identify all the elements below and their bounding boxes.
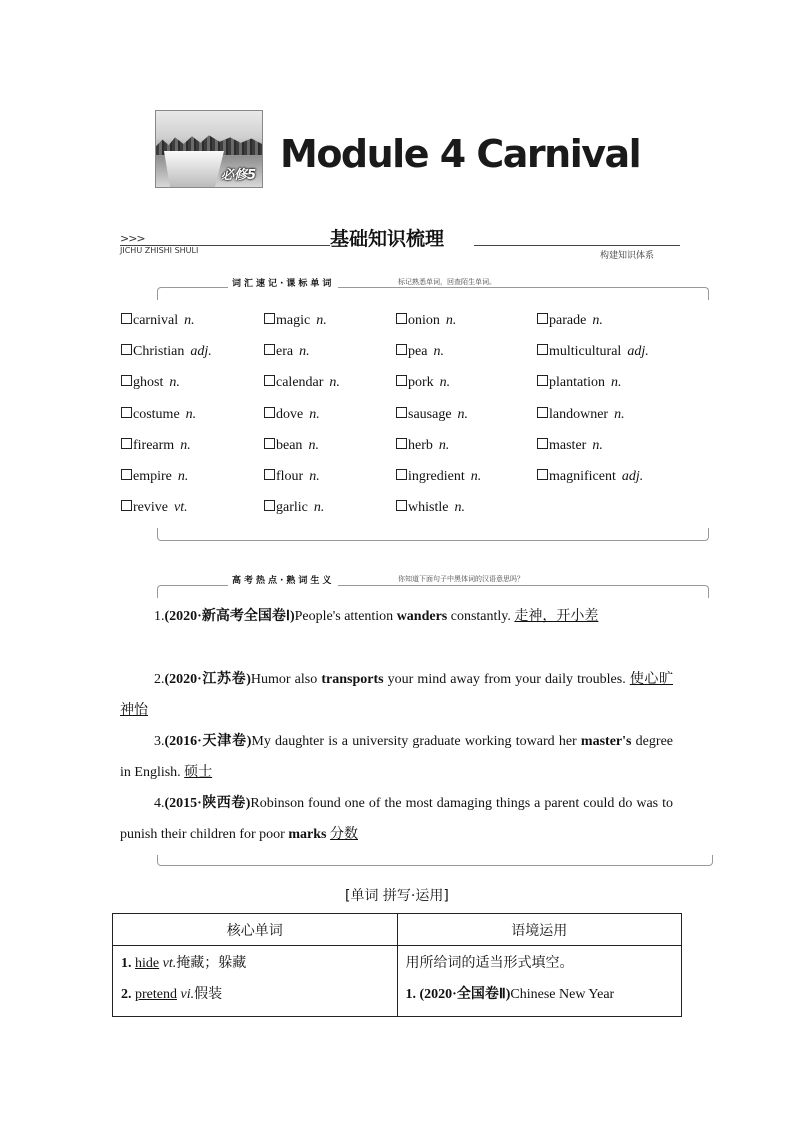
vocab-checkbox[interactable]	[396, 469, 407, 480]
vocab-word: pea	[408, 344, 428, 360]
section-title: 基础知识梳理	[330, 228, 445, 250]
vocab-word: revive	[133, 500, 168, 516]
vocab-checkbox[interactable]	[396, 407, 407, 418]
hot-box-top	[157, 585, 709, 598]
vocab-word: whistle	[408, 500, 449, 516]
vocab-word-pos: n.	[316, 313, 327, 328]
vocab-word: onion	[408, 313, 440, 328]
core-word-num: 1.	[121, 956, 132, 971]
vocab-word: bean	[276, 437, 303, 453]
vocab-word-item	[396, 407, 468, 423]
vocab-word-pos: adj.	[627, 344, 649, 360]
hot-item-post: constantly.	[447, 609, 515, 624]
vocab-word-item	[396, 344, 444, 360]
hot-box-hint: 你知道下面句子中黑体词的汉语意思吗？	[398, 575, 524, 583]
vocab-word: era	[276, 344, 294, 360]
hot-item-post: your mind away from your daily troubles.	[383, 672, 630, 687]
context-instruction: 用所给词的适当形式填空。	[405, 956, 574, 971]
hot-item-bold: wanders	[396, 609, 448, 624]
context-item-source: (2020·全国卷Ⅱ)	[419, 987, 511, 1002]
vocab-checkbox[interactable]	[396, 438, 407, 449]
vocab-word-pos: n.	[185, 406, 197, 422]
hot-item-bold: marks	[288, 827, 327, 842]
table-col-right: 语境运用	[397, 914, 682, 946]
table-heading: [单词 拼写·运用]	[345, 888, 449, 904]
hot-item-post: degree in English.	[120, 734, 673, 780]
vocab-word-pos: n.	[433, 344, 444, 360]
vocab-word-item	[396, 500, 465, 516]
hot-item-bold: transports	[321, 672, 384, 687]
vocab-word-item	[537, 469, 643, 485]
vocab-word: empire	[133, 469, 172, 484]
vocab-word: Christian	[133, 344, 185, 360]
vocab-word-item	[121, 500, 188, 516]
vocab-word-item	[264, 344, 310, 360]
vocab-checkbox[interactable]	[264, 438, 275, 449]
vocab-word-pos: n.	[457, 406, 469, 422]
vocab-word-item	[396, 438, 449, 454]
module-badge	[155, 110, 263, 188]
vocab-word-pos: n.	[592, 437, 603, 453]
vocab-checkbox[interactable]	[121, 344, 132, 355]
vocab-word-item	[264, 469, 320, 485]
vocab-word-item	[396, 375, 450, 391]
vocab-word-item	[264, 375, 340, 391]
vocab-checkbox[interactable]	[396, 344, 407, 355]
vocab-checkbox[interactable]	[396, 375, 407, 386]
vocab-word: master	[549, 437, 587, 453]
table-row	[113, 946, 682, 1017]
vocab-word: herb	[408, 437, 433, 453]
vocab-checkbox[interactable]	[264, 375, 275, 386]
vocab-checkbox[interactable]	[121, 469, 132, 480]
core-words-table	[112, 913, 682, 1017]
vocab-word-pos: n.	[454, 500, 465, 516]
vocab-word-pos: n.	[439, 375, 451, 391]
vocab-box-hint: 标记熟悉单词，回查陌生单词。	[398, 278, 496, 286]
hot-item-source: (2015·陕西卷)	[164, 796, 251, 811]
vocab-word-item	[264, 313, 327, 329]
table-cell-left	[113, 946, 398, 1017]
vocab-word-item	[121, 344, 212, 360]
vocab-checkbox[interactable]	[121, 407, 132, 418]
hot-item-answer: 走神，开小差	[514, 608, 599, 624]
vocab-word-pos: n.	[592, 313, 603, 328]
vocab-checkbox[interactable]	[396, 500, 407, 511]
vocab-word: multicultural	[549, 344, 622, 360]
core-word-pos: vi.	[180, 987, 195, 1002]
vocab-word: flour	[276, 469, 304, 484]
vocab-word-item	[121, 407, 196, 423]
vocab-word-item	[537, 344, 649, 360]
vocab-word-item	[396, 313, 456, 329]
vocab-word-item	[264, 500, 324, 516]
vocab-word: dove	[276, 406, 304, 422]
vocab-word-pos: n.	[169, 375, 180, 391]
hot-item-pre: People's attention	[294, 609, 397, 624]
section-pinyin: JICHU ZHISHI SHULI	[120, 246, 199, 255]
vocab-word: plantation	[549, 375, 605, 391]
vocab-word-pos: n.	[614, 406, 625, 422]
vocab-word: costume	[133, 406, 180, 422]
table-header-row	[113, 914, 682, 946]
vocab-checkbox[interactable]	[537, 438, 548, 449]
vocab-word-pos: vt.	[173, 500, 188, 516]
hot-item-num: 1.	[154, 609, 165, 624]
hot-item	[120, 788, 673, 850]
hot-item-source: (2016·天津卷)	[164, 734, 252, 749]
vocab-word-pos: n.	[438, 437, 450, 453]
section-chevrons: >>>	[120, 232, 145, 245]
vocab-word-pos: n.	[180, 437, 191, 453]
vocab-checkbox[interactable]	[396, 313, 407, 324]
core-word-pos: vt.	[162, 956, 177, 971]
hot-box-bottom	[157, 855, 713, 866]
vocab-checkbox[interactable]	[537, 469, 548, 480]
vocab-word-item	[121, 375, 180, 391]
core-word: pretend	[135, 987, 177, 1002]
vocab-word-item	[537, 407, 625, 423]
vocab-word-pos: n.	[309, 406, 320, 422]
vocab-word-pos: n.	[329, 375, 340, 391]
vocab-word: garlic	[276, 500, 308, 516]
vocab-word-pos: n.	[299, 344, 310, 360]
table-cell-right	[397, 946, 682, 1017]
vocab-checkbox[interactable]	[121, 313, 132, 324]
vocab-word: landowner	[549, 406, 609, 422]
hot-item-pre: Robinson found one of the most damaging things a parent could do was to punish their children for poor	[120, 796, 673, 842]
vocab-box-label: 词汇速记·课标单词	[228, 276, 338, 289]
hot-item-answer: 使心旷神怡	[120, 671, 674, 718]
hot-item-answer: 硕士	[184, 764, 213, 780]
hot-item-num: 4.	[154, 796, 165, 811]
vocab-checkbox[interactable]	[121, 438, 132, 449]
vocab-word-item	[121, 313, 195, 329]
hot-item-pre: Humor also	[250, 672, 322, 687]
vocab-word-item	[537, 313, 603, 329]
vocab-word-pos: n.	[184, 313, 195, 328]
vocab-word-pos: n.	[308, 437, 319, 453]
vocab-checkbox[interactable]	[264, 407, 275, 418]
vocab-word-item	[264, 438, 319, 454]
badge-label: 必修5	[220, 168, 256, 183]
vocab-checkbox[interactable]	[121, 500, 132, 511]
vocab-box-bottom	[157, 528, 709, 541]
hot-item-pre: My daughter is a university graduate working toward her	[251, 734, 581, 749]
vocab-word-item	[264, 407, 320, 423]
hot-item	[120, 726, 673, 788]
badge-image-waterfall	[164, 151, 224, 187]
vocab-checkbox[interactable]	[264, 344, 275, 355]
vocab-word-item	[537, 438, 603, 454]
module-title: Module 4 Carnival	[280, 132, 641, 176]
hot-item-source: (2020·江苏卷)	[164, 672, 251, 687]
vocab-checkbox[interactable]	[537, 407, 548, 418]
core-word-meaning: 假装	[194, 987, 223, 1002]
vocab-word: parade	[549, 313, 587, 328]
hot-item	[120, 601, 673, 632]
context-item-num: 1.	[405, 987, 416, 1002]
table-col-left: 核心单词	[113, 914, 398, 946]
context-item	[406, 979, 674, 1010]
vocab-checkbox[interactable]	[537, 375, 548, 386]
section-rule-right	[474, 245, 680, 246]
vocab-word-pos: n.	[445, 313, 457, 328]
vocab-word: firearm	[133, 437, 175, 453]
vocab-word-pos: n.	[470, 469, 482, 484]
hot-item-num: 3.	[154, 734, 165, 749]
vocab-word-pos: n.	[313, 500, 325, 516]
vocab-word-pos: n.	[177, 469, 189, 484]
hot-item-num: 2.	[154, 672, 165, 687]
vocab-word: ghost	[133, 375, 164, 391]
vocab-word-item	[396, 469, 481, 485]
hot-item-source: (2020·新高考全国卷Ⅰ)	[164, 609, 295, 624]
vocab-word-item	[121, 469, 188, 485]
vocab-word: carnival	[133, 313, 179, 328]
core-word-item	[121, 948, 389, 979]
vocab-checkbox[interactable]	[264, 313, 275, 324]
vocab-word: magnificent	[549, 469, 616, 484]
vocab-word: ingredient	[408, 469, 465, 484]
vocab-word-pos: adj.	[621, 469, 644, 484]
vocab-checkbox[interactable]	[264, 469, 275, 480]
vocab-word: magic	[276, 313, 311, 328]
context-item-text: Chinese New Year	[510, 987, 615, 1002]
hot-item-bold: master's	[580, 734, 632, 749]
hot-item	[120, 664, 673, 726]
vocab-word-pos: n.	[309, 469, 320, 484]
vocab-word-item	[121, 438, 191, 454]
vocab-word: sausage	[408, 406, 452, 422]
vocab-word: calendar	[276, 375, 324, 391]
core-word-num: 2.	[121, 987, 132, 1002]
vocab-word-pos: adj.	[190, 344, 212, 360]
vocab-checkbox[interactable]	[121, 375, 132, 386]
vocab-word-pos: n.	[611, 375, 622, 391]
vocab-checkbox[interactable]	[537, 344, 548, 355]
vocab-word-item	[537, 375, 622, 391]
core-word-meaning: 掩藏；躲藏	[176, 956, 247, 971]
hot-item-answer: 分数	[329, 826, 358, 842]
core-word: hide	[135, 956, 160, 971]
vocab-checkbox[interactable]	[264, 500, 275, 511]
core-word-item	[121, 979, 389, 1010]
vocab-word: pork	[408, 375, 434, 391]
vocab-checkbox[interactable]	[537, 313, 548, 324]
section-subtitle: 构建知识体系	[600, 251, 655, 261]
hot-box-label: 高考热点·熟词生义	[228, 573, 338, 586]
